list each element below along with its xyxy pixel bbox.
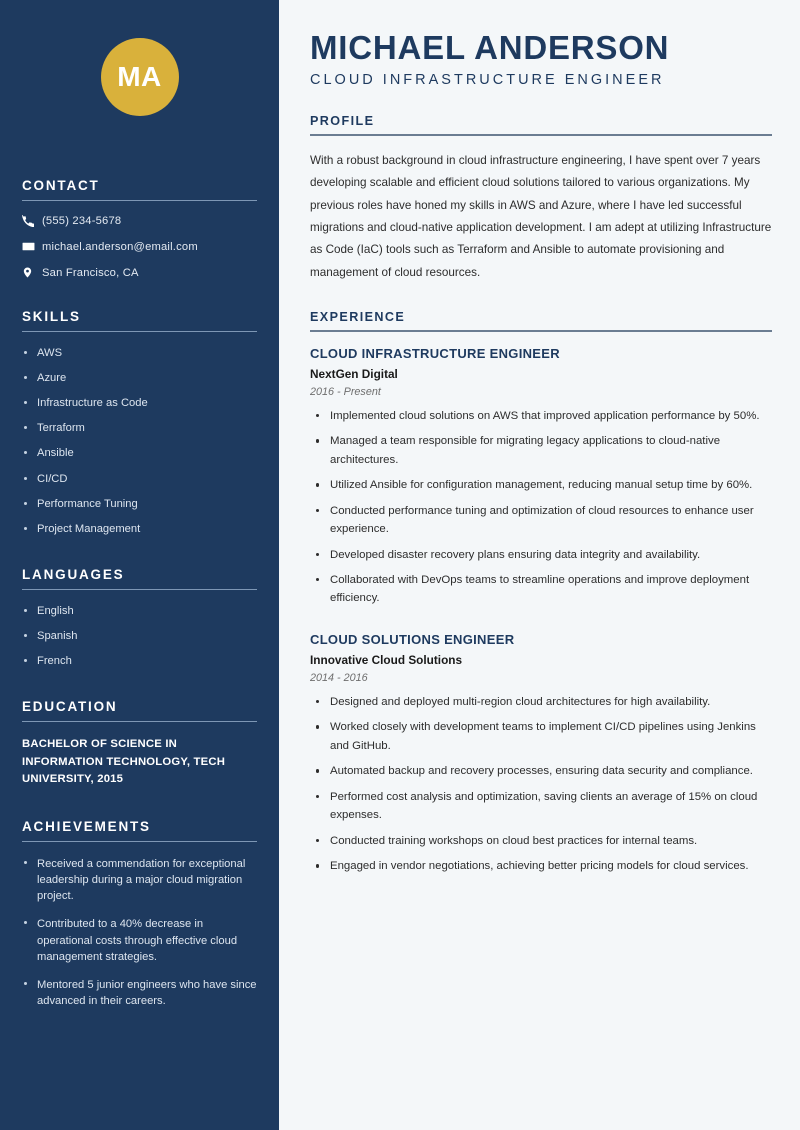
contact-phone-row[interactable] [22,215,257,227]
profile-heading: PROFILE [310,114,375,129]
languages-heading: LANGUAGES [22,566,125,582]
languages-section [22,567,257,669]
contact-location-value: San Francisco, CA [42,266,139,279]
education-heading: EDUCATION [22,699,118,715]
contact-section [22,178,257,279]
list-item: Azure [22,371,257,386]
list-item: Infrastructure as Code [22,396,257,411]
list-item: Conducted training workshops on cloud best practices for internal teams. [310,832,772,850]
location-pin-icon [22,266,42,279]
envelope-icon [22,240,42,253]
job-title: CLOUD INFRASTRUCTURE ENGINEER [310,345,560,361]
achievements-heading: ACHIEVEMENTS [22,818,151,834]
list-item: French [22,654,257,669]
list-item: Performance Tuning [22,497,257,512]
education-rule [22,721,257,722]
phone-icon [22,215,42,227]
list-item: Received a commendation for exceptional leadership during a major cloud migration project. [22,856,257,905]
list-item: Collaborated with DevOps teams to streamline operations and improve deployment efficiency. [310,571,772,608]
contact-rule [22,200,257,201]
avatar-wrap [22,38,257,116]
list-item: Managed a team responsible for migrating legacy applications to cloud-native architectures. [310,432,772,469]
list-item: Engaged in vendor negotiations, achieving better pricing models for cloud services. [310,857,772,875]
contact-email-row[interactable] [22,240,257,253]
list-item: Mentored 5 junior engineers who have since advanced in their careers. [22,977,257,1009]
list-item: Performed cost analysis and optimization, saving clients an average of 15% on cloud expenses. [310,788,772,825]
avatar [101,38,179,116]
list-item: Designed and deployed multi-region cloud architectures for high availability. [310,693,772,711]
list-item: Developed disaster recovery plans ensuring data integrity and availability. [310,546,772,564]
avatar-initials: MA [117,61,162,92]
contact-heading: CONTACT [22,178,100,193]
list-item: Spanish [22,629,257,644]
list-item: Implemented cloud solutions on AWS that improved application performance by 50%. [310,407,772,425]
skills-list [22,346,257,537]
list-item: Ansible [22,446,257,461]
experience-rule [310,330,772,331]
experience-heading: EXPERIENCE [310,310,406,325]
page-title: MICHAEL ANDERSON [310,29,670,66]
education-section [22,699,257,789]
list-item: Contributed to a 40% decrease in operational costs through effective cloud management strategies. [22,916,257,965]
job-company: Innovative Cloud Solutions [310,652,463,667]
job-bullets [310,693,772,876]
skills-heading: SKILLS [22,309,81,324]
profile-section [310,114,772,284]
list-item: Project Management [22,522,257,537]
experience-item [310,632,772,876]
job-bullets [310,407,772,608]
job-dates: 2014 - 2016 [310,671,368,684]
profile-text: With a robust background in cloud infrastructure engineering, I have spent over 7 years developing scalable and efficient cloud solutions tailored to various organizations. My previous roles have honed my skills in AWS and Azure, where I have led successful migrations and cloud-native application development. I am adept at utilizing Infrastructure as Code (IaC) tools such as Terraform and Ansible to automate provisioning and management of cloud resources. [310,153,772,279]
achievements-list [22,856,257,1010]
achievements-section [22,819,257,1010]
skills-section [22,309,257,537]
experience-section [310,310,772,875]
contact-phone-value: (555) 234-5678 [42,215,122,227]
list-item: Worked closely with development teams to implement CI/CD pipelines using Jenkins and GitHub. [310,718,772,755]
achievements-rule [22,841,257,842]
main-content [288,0,800,1130]
list-item: Terraform [22,421,257,436]
skills-rule [22,331,257,332]
profile-rule [310,134,772,135]
job-company: NextGen Digital [310,366,398,381]
sidebar [0,0,279,1130]
experience-item [310,346,772,608]
job-dates: 2016 - Present [310,385,381,398]
contact-email-value: michael.anderson@email.com [42,240,198,253]
list-item: CI/CD [22,472,257,487]
list-item: Utilized Ansible for configuration management, reducing manual setup time by 60%. [310,476,772,494]
education-entry: BACHELOR OF SCIENCE IN INFORMATION TECHNOLOGY, TECH UNIVERSITY, 2015 [22,738,226,786]
list-item: Automated backup and recovery processes, ensuring data security and compliance. [310,762,772,780]
job-title: CLOUD SOLUTIONS ENGINEER [310,631,515,647]
languages-list [22,604,257,669]
list-item: Conducted performance tuning and optimization of cloud resources to enhance user experience. [310,502,772,539]
contact-location-row[interactable] [22,266,257,279]
list-item: English [22,604,257,619]
sidebar-divider [279,0,288,1130]
languages-rule [22,589,257,590]
list-item: AWS [22,346,257,361]
job-subtitle: CLOUD INFRASTRUCTURE ENGINEER [310,72,665,89]
